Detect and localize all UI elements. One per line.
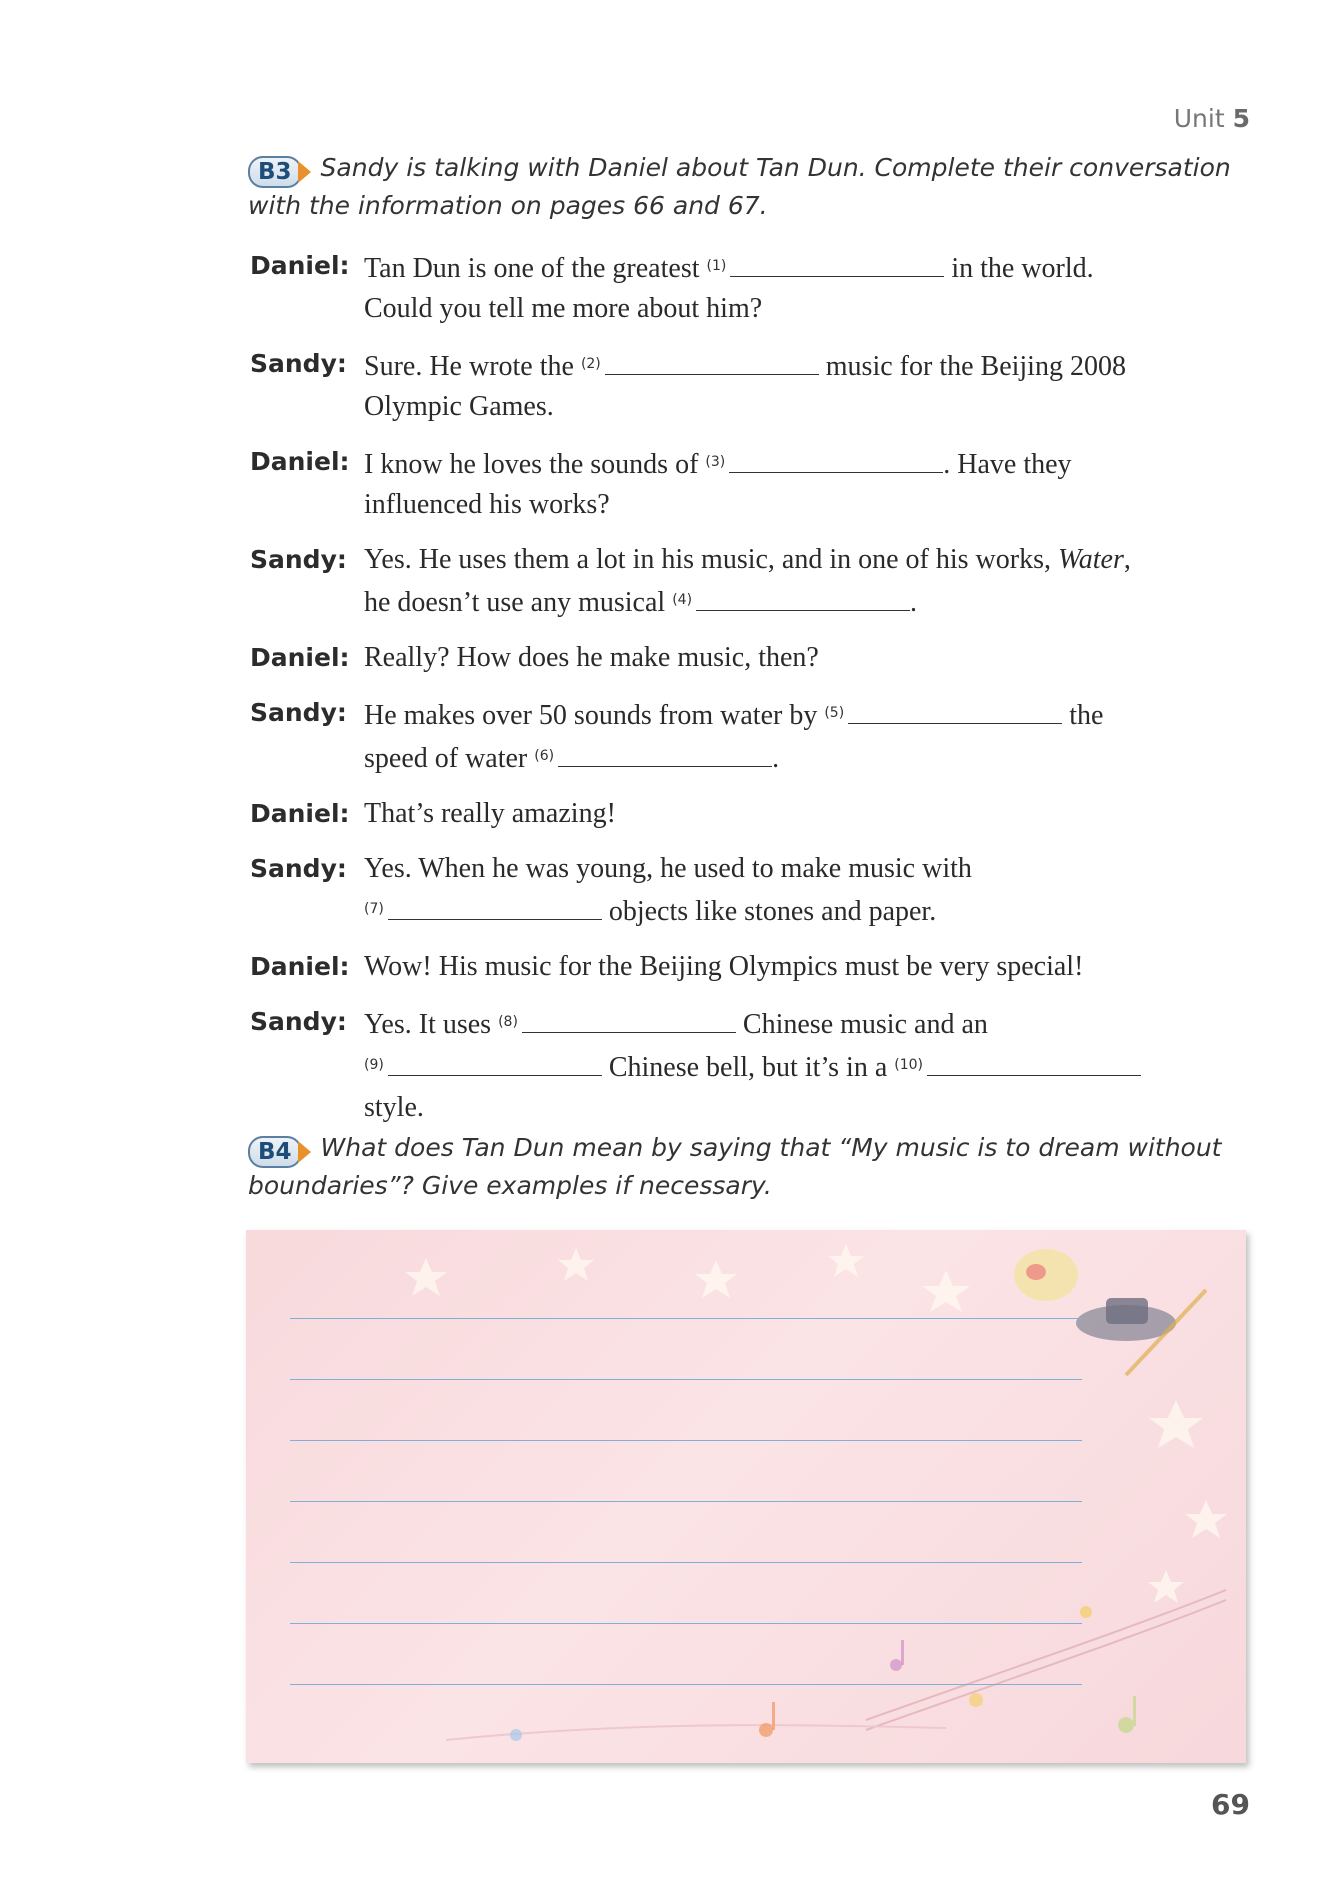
blank-number: (7): [364, 901, 384, 917]
dialogue-turn: [250, 794, 1250, 834]
task-b3-badge: [248, 156, 311, 188]
writing-line[interactable]: [290, 1562, 1082, 1563]
answer-blank[interactable]: [729, 450, 943, 473]
dialogue-text: .: [910, 587, 918, 618]
dialogue: [250, 246, 1250, 1143]
speaker-name: Sandy:: [250, 1007, 347, 1036]
dialogue-text: . Have they: [943, 449, 1072, 480]
task-b3-instruction: [248, 150, 1248, 224]
dialogue-line: [364, 849, 1244, 932]
dialogue-turn: [250, 947, 1250, 987]
dialogue-turn: [250, 246, 1250, 329]
dialogue-text: influenced his works?: [364, 489, 610, 520]
blank-number: (2): [580, 356, 601, 372]
dialogue-line: [364, 947, 1244, 987]
speaker-name: Sandy:: [250, 349, 347, 378]
answer-blank[interactable]: [730, 254, 944, 277]
answer-blank[interactable]: [848, 701, 1062, 724]
writing-line[interactable]: [290, 1379, 1082, 1380]
blank-number: (5): [824, 705, 845, 721]
dialogue-text: That’s really amazing!: [364, 798, 616, 829]
dialogue-text: he doesn’t use any musical: [364, 587, 673, 618]
music-note-icon: [510, 1606, 1136, 1741]
dialogue-line: [364, 246, 1244, 329]
speaker-name: Daniel:: [250, 799, 350, 828]
dialogue-turn: [250, 693, 1250, 779]
answer-blank[interactable]: [927, 1053, 1141, 1076]
speaker-name: Daniel:: [250, 952, 350, 981]
play-arrow-icon: [298, 1141, 311, 1163]
dialogue-line: [364, 344, 1244, 427]
dialogue-text: He makes over 50 sounds from water by: [364, 700, 825, 731]
page-number: 69: [1211, 1788, 1250, 1821]
answer-blank[interactable]: [605, 352, 819, 375]
dialogue-text: music for the Beijing 2008: [818, 351, 1126, 382]
answer-blank[interactable]: [388, 1053, 602, 1076]
dialogue-text: .: [772, 743, 780, 774]
dialogue-text: Could you tell me more about him?: [364, 293, 763, 324]
work-title: Water: [1058, 544, 1124, 575]
dialogue-text: Chinese music and an: [735, 1009, 988, 1040]
dialogue-text: Chinese bell, but it’s in a: [601, 1052, 895, 1083]
dialogue-text: I know he loves the sounds of: [364, 449, 706, 480]
instruction-text: What does Tan Dun mean by saying that “My music is to dream without boundaries”? Give examples if necessary.: [248, 1133, 1222, 1200]
unit-label: Unit: [1173, 104, 1225, 133]
badge-label: B3: [248, 156, 302, 188]
dialogue-turn: [250, 540, 1250, 623]
dialogue-text: the: [1062, 700, 1104, 731]
blank-number: (4): [672, 592, 693, 608]
dialogue-text: style.: [364, 1092, 424, 1123]
speaker-name: Daniel:: [250, 447, 350, 476]
dialogue-text: Yes. He uses them a lot in his music, and in one of his works,: [364, 544, 1058, 575]
blank-number: (1): [706, 258, 727, 274]
dialogue-turn: [250, 1002, 1250, 1128]
dialogue-text: Tan Dun is one of the greatest: [364, 253, 707, 284]
dialogue-text: ,: [1123, 544, 1131, 575]
speaker-name: Daniel:: [250, 643, 350, 672]
answer-blank[interactable]: [558, 744, 772, 767]
blank-number: (3): [705, 454, 726, 470]
writing-line[interactable]: [290, 1440, 1082, 1441]
speaker-name: Sandy:: [250, 545, 347, 574]
task-b4-badge: [248, 1136, 311, 1168]
blank-number: (6): [534, 748, 555, 764]
mask-icon: [1014, 1249, 1078, 1301]
dialogue-line: [364, 794, 1244, 834]
writing-line[interactable]: [290, 1623, 1082, 1624]
answer-blank[interactable]: [388, 897, 602, 920]
answer-blank[interactable]: [522, 1010, 736, 1033]
dialogue-turn: [250, 344, 1250, 427]
unit-number: 5: [1232, 104, 1250, 133]
speaker-name: Daniel:: [250, 251, 350, 280]
writing-line[interactable]: [290, 1318, 1082, 1319]
speaker-name: Sandy:: [250, 854, 347, 883]
dialogue-line: [364, 540, 1244, 623]
music-staff-icon: [866, 1590, 1226, 1720]
blank-number: (8): [498, 1014, 518, 1030]
dialogue-text: in the world.: [944, 253, 1094, 284]
dialogue-text: Sure. He wrote the: [364, 351, 581, 382]
unit-header: [1174, 104, 1250, 133]
dialogue-text: Yes. When he was young, he used to make music with: [364, 853, 972, 884]
play-arrow-icon: [298, 161, 311, 183]
writing-line[interactable]: [290, 1501, 1082, 1502]
dialogue-text: Wow! His music for the Beijing Olympics must be very special!: [364, 951, 1084, 982]
dialogue-turn: [250, 638, 1250, 678]
writing-area[interactable]: [246, 1230, 1246, 1763]
blank-number: (9): [364, 1057, 384, 1073]
badge-label: B4: [248, 1136, 302, 1168]
dialogue-line: [364, 442, 1244, 525]
star-icon: [405, 1244, 1227, 1603]
dialogue-text: Really? How does he make music, then?: [364, 642, 819, 673]
dialogue-line: [364, 638, 1244, 678]
dialogue-line: [364, 693, 1244, 779]
dialogue-line: [364, 1002, 1244, 1128]
answer-blank[interactable]: [696, 588, 910, 611]
dialogue-text: objects like stones and paper.: [601, 896, 937, 927]
dialogue-text: speed of water: [364, 743, 535, 774]
speaker-name: Sandy:: [250, 698, 347, 727]
dialogue-text: Yes. It uses: [364, 1009, 499, 1040]
task-b4-instruction: [248, 1130, 1248, 1204]
dialogue-turn: [250, 442, 1250, 525]
dialogue-turn: [250, 849, 1250, 932]
instruction-text: Sandy is talking with Daniel about Tan Dun. Complete their conversation with the information on pages 66 and 67.: [248, 153, 1231, 220]
blank-number: (10): [894, 1057, 924, 1073]
dialogue-text: Olympic Games.: [364, 391, 554, 422]
writing-line[interactable]: [290, 1684, 1082, 1685]
